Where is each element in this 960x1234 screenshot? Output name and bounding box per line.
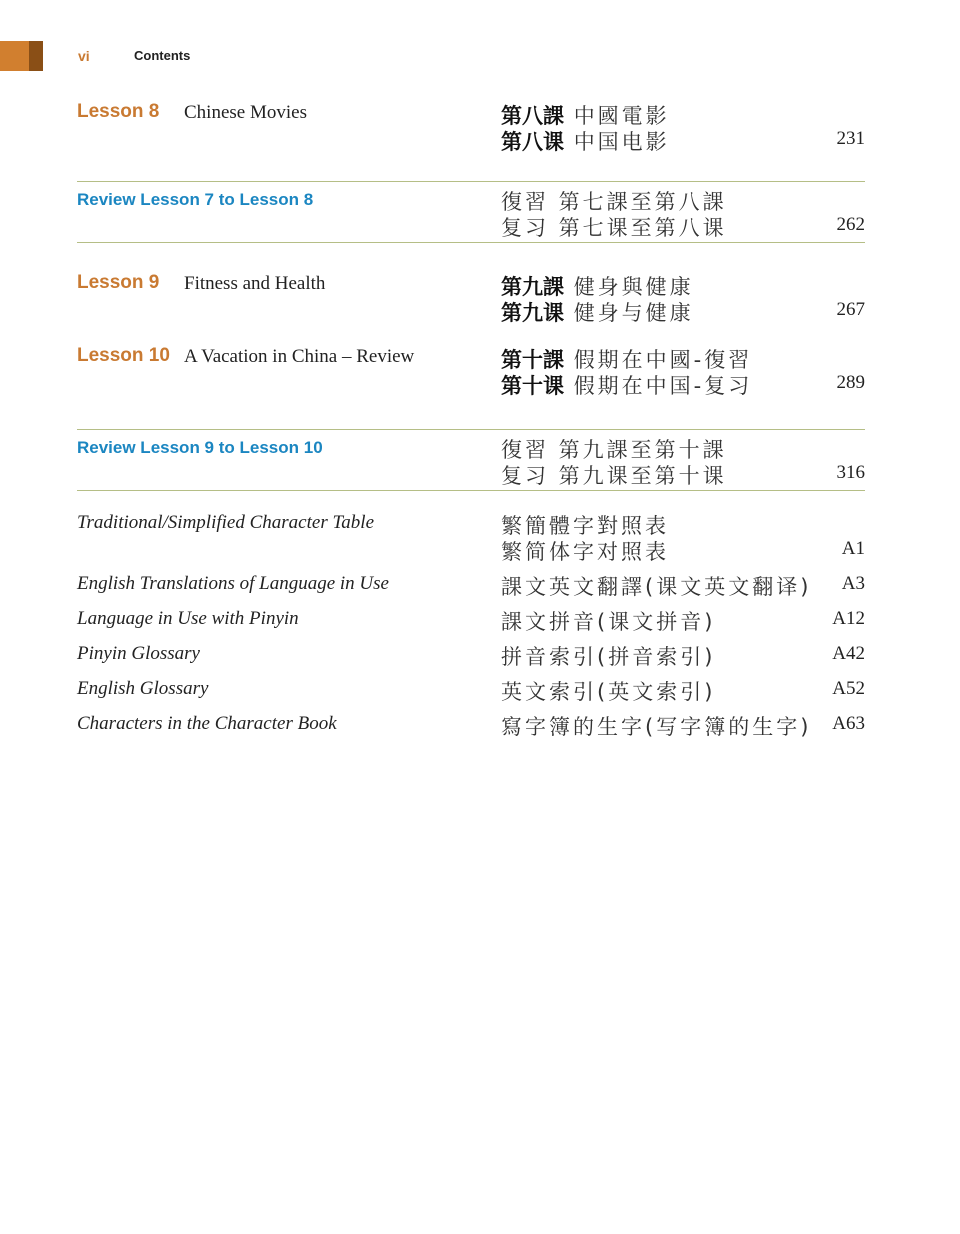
lesson-label: Lesson 9 (77, 272, 160, 293)
chinese-title-traditional: 第十課 假期在中國-復習 (501, 348, 753, 372)
divider (77, 181, 865, 182)
appendix-title: Traditional/Simplified Character Table (77, 512, 374, 533)
page-ref: 231 (836, 128, 865, 149)
toc-entry-review-9-10[interactable] (77, 434, 865, 488)
page-tab-marker-dark (29, 41, 43, 71)
toc-entry-lesson-10[interactable] (77, 344, 865, 400)
page-ref: 267 (836, 299, 865, 320)
toc-entry-appendix-english-glossary[interactable] (77, 676, 865, 706)
toc-entry-lesson-8[interactable] (77, 100, 865, 160)
chinese-title: 拼音索引(拼音索引) (501, 645, 716, 669)
appendix-title: Language in Use with Pinyin (77, 608, 299, 629)
divider (77, 490, 865, 491)
page-ref: A52 (832, 678, 865, 699)
chinese-title-simplified: 第八课 中国电影 (501, 130, 670, 154)
toc-entry-appendix-character-book[interactable] (77, 711, 865, 741)
lesson-label: Lesson 8 (77, 101, 160, 122)
page-tab-marker (0, 41, 29, 71)
toc-entry-appendix-character-table[interactable] (77, 510, 865, 564)
chinese-title: 課文英文翻譯(课文英文翻译) (501, 575, 812, 599)
lesson-title: A Vacation in China – Review (184, 346, 415, 367)
page-ref: 262 (836, 214, 865, 235)
page-number: vi (78, 48, 90, 64)
appendix-title: English Translations of Language in Use (77, 573, 389, 594)
toc-entry-appendix-english-translations[interactable] (77, 571, 865, 601)
lesson-title: Fitness and Health (184, 273, 326, 294)
divider (77, 429, 865, 430)
page-ref: 316 (836, 462, 865, 483)
chinese-title-traditional: 第八課 中國電影 (501, 104, 670, 128)
lesson-label: Lesson 10 (77, 345, 170, 366)
review-label: Review Lesson 7 to Lesson 8 (77, 190, 314, 209)
chinese-title-traditional: 復習 第九課至第十課 (501, 438, 727, 462)
chinese-title-traditional: 繁簡體字對照表 (501, 514, 669, 538)
chinese-title-traditional: 復習 第七課至第八課 (501, 190, 727, 214)
chinese-title-simplified: 繁简体字对照表 (501, 540, 669, 564)
page-ref: A63 (832, 713, 865, 734)
toc-entry-review-7-8[interactable] (77, 186, 865, 240)
chinese-title-traditional: 第九課 健身與健康 (501, 275, 694, 299)
chinese-title: 英文索引(英文索引) (501, 680, 716, 704)
appendix-title: Characters in the Character Book (77, 713, 337, 734)
page-ref: A12 (832, 608, 865, 629)
appendix-title: English Glossary (77, 678, 209, 699)
chinese-title-simplified: 复习 第九课至第十课 (501, 464, 727, 488)
lesson-title: Chinese Movies (184, 102, 307, 123)
toc-entry-appendix-pinyin-glossary[interactable] (77, 641, 865, 671)
page-ref: A3 (841, 573, 865, 594)
page-ref: A42 (832, 643, 865, 664)
chinese-title-simplified: 第九课 健身与健康 (501, 301, 694, 325)
chinese-title-simplified: 复习 第七课至第八课 (501, 216, 727, 240)
chinese-title: 寫字簿的生字(写字簿的生字) (501, 715, 812, 739)
chinese-title: 課文拼音(课文拼音) (501, 610, 716, 634)
page-ref: A1 (841, 538, 865, 559)
toc-entry-lesson-9[interactable] (77, 271, 865, 327)
toc-entry-appendix-pinyin[interactable] (77, 606, 865, 636)
chinese-title-simplified: 第十课 假期在中国-复习 (501, 374, 753, 398)
divider (77, 242, 865, 243)
review-label: Review Lesson 9 to Lesson 10 (77, 438, 323, 457)
page-ref: 289 (836, 372, 865, 393)
running-head: Contents (134, 48, 191, 63)
appendix-title: Pinyin Glossary (77, 643, 200, 664)
